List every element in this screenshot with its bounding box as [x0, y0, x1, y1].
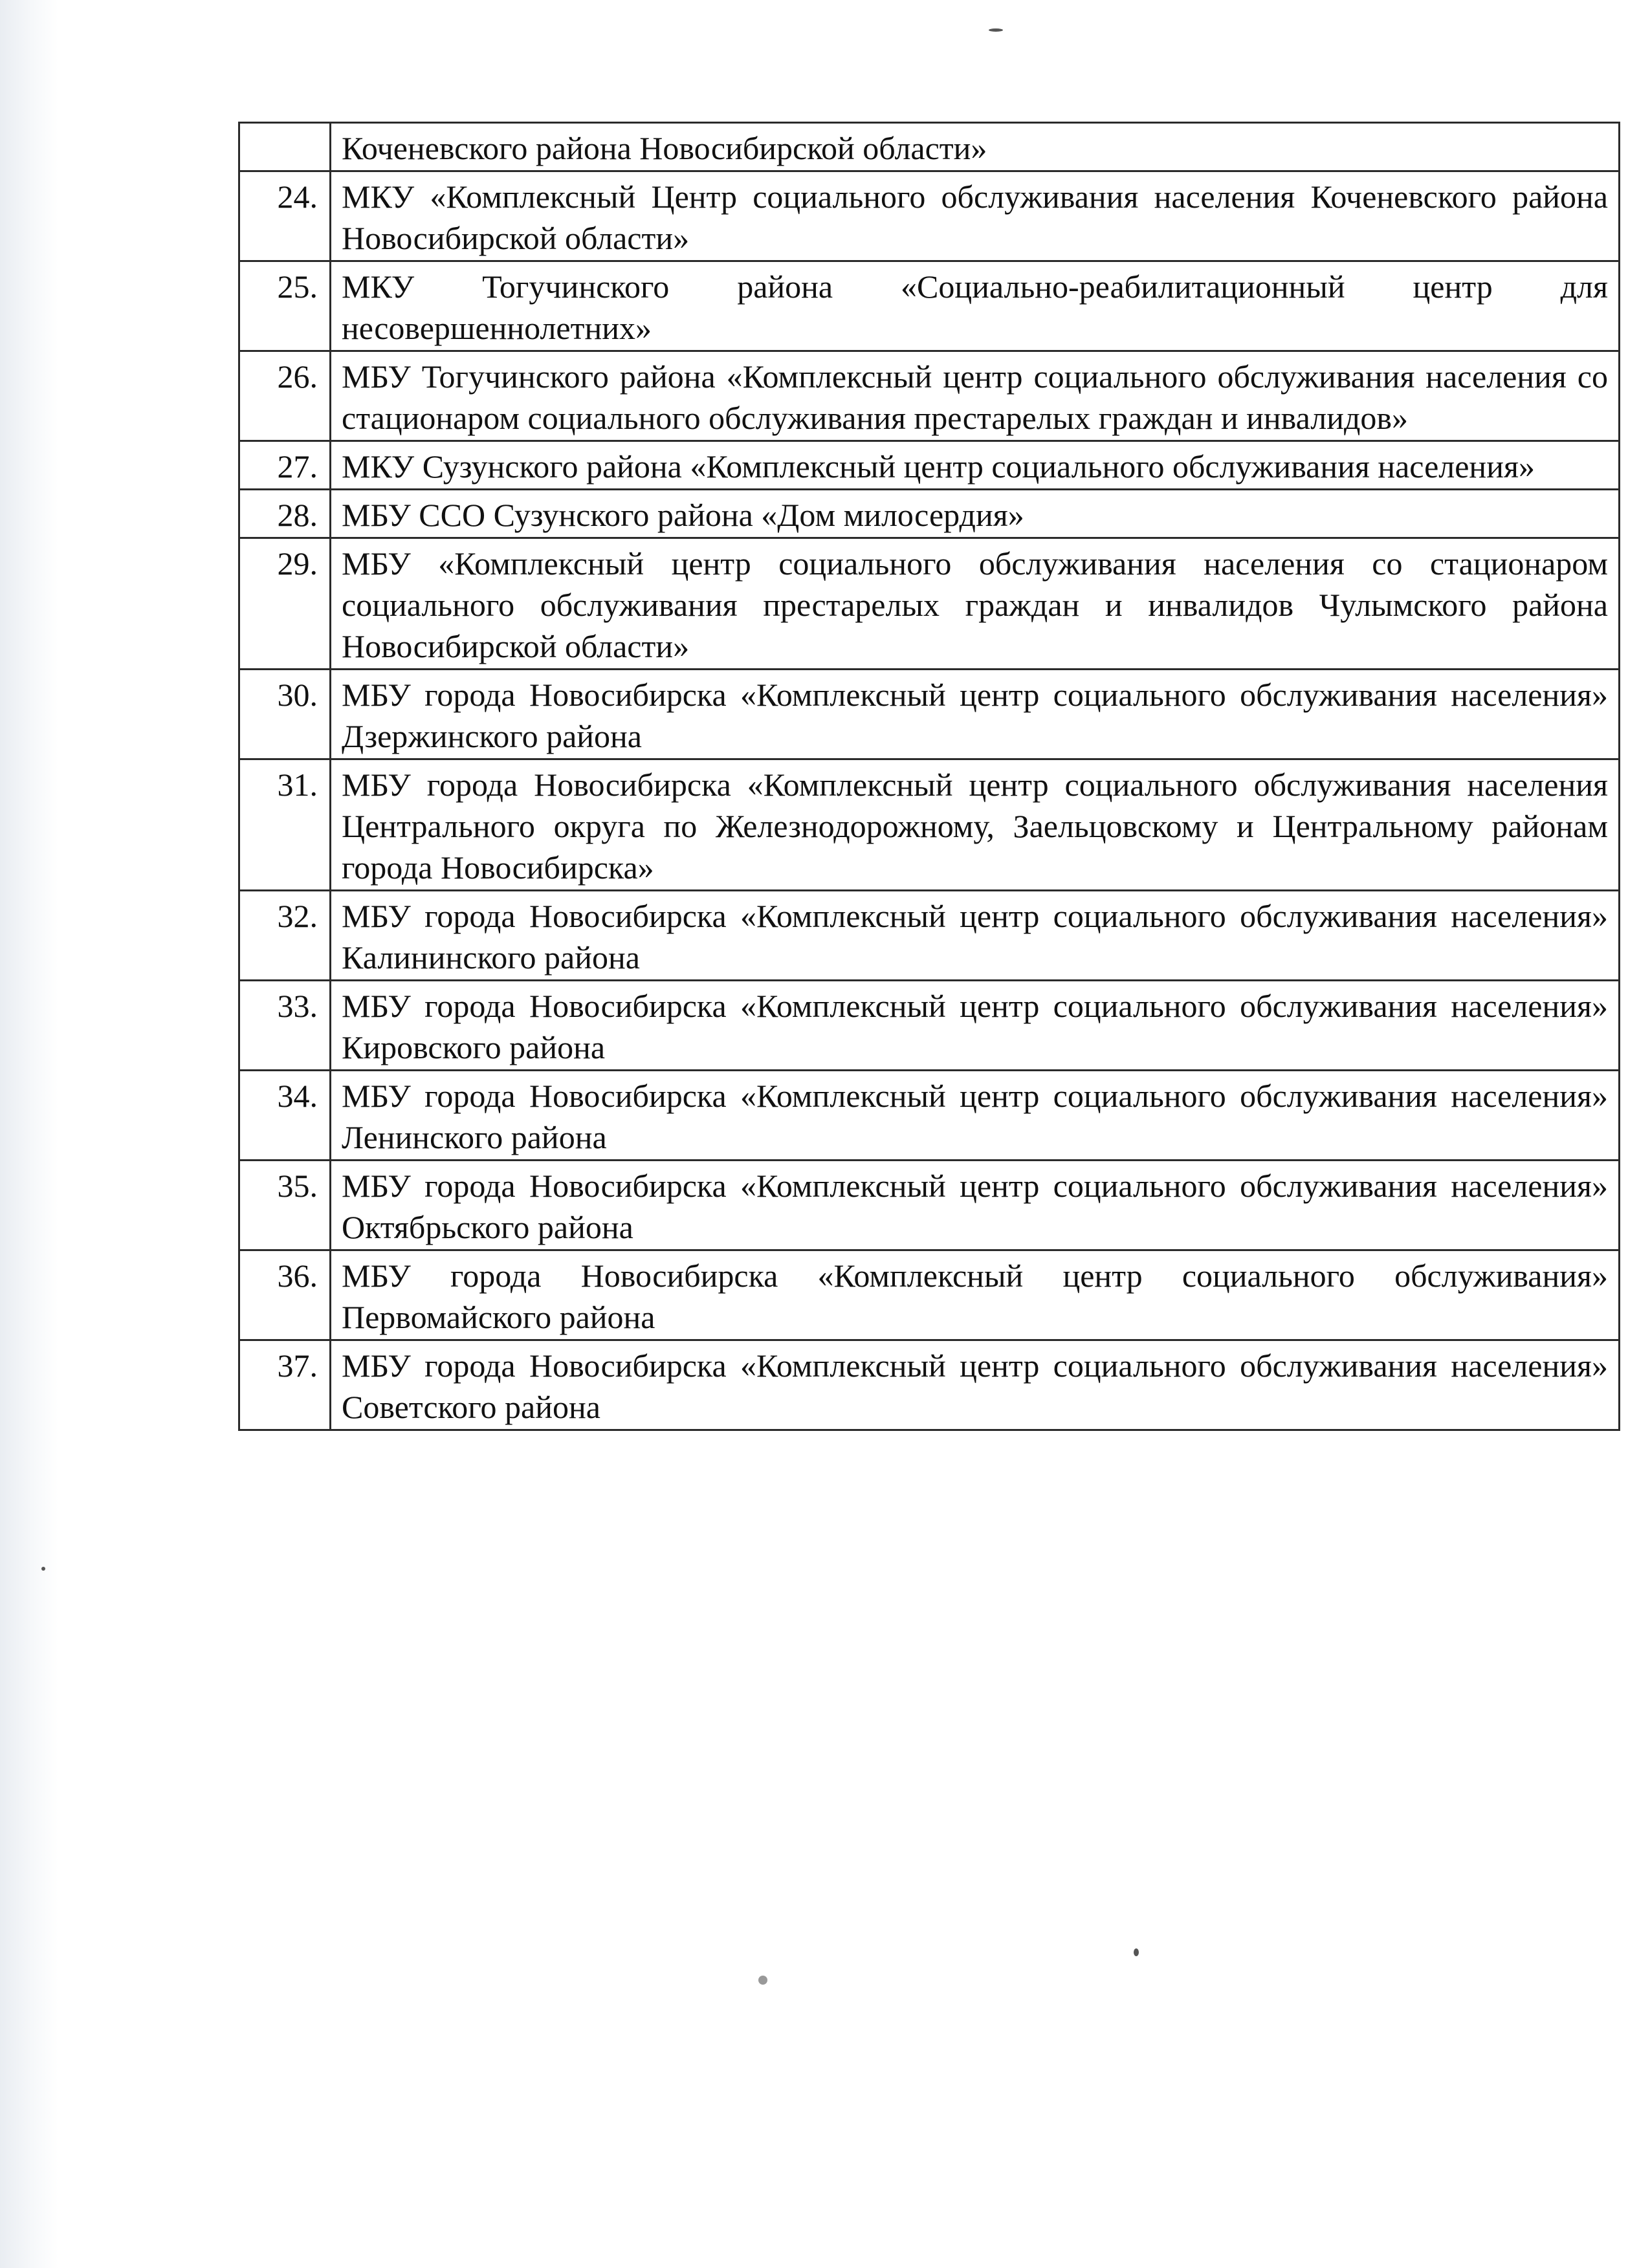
institution-name: МКУ Тогучинского района «Социально-реабилитационный центр для несовершеннолетних» — [331, 261, 1620, 351]
table-row — [239, 123, 1620, 171]
scan-speck — [758, 1976, 767, 1985]
table-row — [239, 441, 1620, 490]
row-number: 28. — [239, 490, 331, 538]
table-row — [239, 670, 1620, 759]
scan-edge-shadow — [0, 0, 58, 2268]
institution-name: МБУ города Новосибирска «Комплексный центр социального обслуживания населения» Калининского района — [331, 891, 1620, 981]
institutions-table — [238, 122, 1620, 1431]
institution-name: МБУ города Новосибирска «Комплексный центр социального обслуживания населения» Советского района — [331, 1340, 1620, 1430]
institution-name: МБУ «Комплексный центр социального обслуживания населения со стационаром социального обслуживания престарелых граждан и инвалидов Чулымского района Новосибирской области» — [331, 538, 1620, 670]
table-row — [239, 981, 1620, 1071]
row-number: 35. — [239, 1161, 331, 1250]
row-number: 32. — [239, 891, 331, 981]
institution-name: МБУ ССО Сузунского района «Дом милосердия» — [331, 490, 1620, 538]
table-row — [239, 1250, 1620, 1340]
row-number: 30. — [239, 670, 331, 759]
row-number: 37. — [239, 1340, 331, 1430]
row-number: 25. — [239, 261, 331, 351]
scan-speck — [41, 1567, 45, 1571]
institution-name: МБУ Тогучинского района «Комплексный центр социального обслуживания населения со стационаром социального обслуживания престарелых граждан и инвалидов» — [331, 351, 1620, 441]
table-row — [239, 490, 1620, 538]
institution-name: МБУ города Новосибирска «Комплексный центр социального обслуживания» Первомайского района — [331, 1250, 1620, 1340]
institution-name: МБУ города Новосибирска «Комплексный центр социального обслуживания населения» Ленинского района — [331, 1071, 1620, 1161]
row-number: 31. — [239, 759, 331, 891]
row-number: 33. — [239, 981, 331, 1071]
institution-name: МБУ города Новосибирска «Комплексный центр социального обслуживания населения» Дзержинского района — [331, 670, 1620, 759]
institution-name: МКУ «Комплексный Центр социального обслуживания населения Коченевского района Новосибирской области» — [331, 171, 1620, 261]
scan-speck — [1134, 1948, 1139, 1956]
institution-name: МБУ города Новосибирска «Комплексный центр социального обслуживания населения» Октябрьского района — [331, 1161, 1620, 1250]
institution-name: Коченевского района Новосибирской области» — [331, 123, 1620, 171]
row-number: 36. — [239, 1250, 331, 1340]
row-number: 26. — [239, 351, 331, 441]
table-row — [239, 171, 1620, 261]
row-number — [239, 123, 331, 171]
institution-name: МБУ города Новосибирска «Комплексный центр социального обслуживания населения Центрального округа по Железнодорожному, Заельцовскому и Центральному районам города Новосибирска» — [331, 759, 1620, 891]
row-number: 24. — [239, 171, 331, 261]
table-row — [239, 351, 1620, 441]
row-number: 29. — [239, 538, 331, 670]
table-row — [239, 759, 1620, 891]
row-number: 34. — [239, 1071, 331, 1161]
table-row — [239, 891, 1620, 981]
table-row — [239, 261, 1620, 351]
table-row — [239, 538, 1620, 670]
table-row — [239, 1071, 1620, 1161]
table-row — [239, 1340, 1620, 1430]
institution-name: МКУ Сузунского района «Комплексный центр социального обслуживания населения» — [331, 441, 1620, 490]
table-row — [239, 1161, 1620, 1250]
scan-speck — [989, 28, 1003, 32]
row-number: 27. — [239, 441, 331, 490]
institution-name: МБУ города Новосибирска «Комплексный центр социального обслуживания населения» Кировского района — [331, 981, 1620, 1071]
